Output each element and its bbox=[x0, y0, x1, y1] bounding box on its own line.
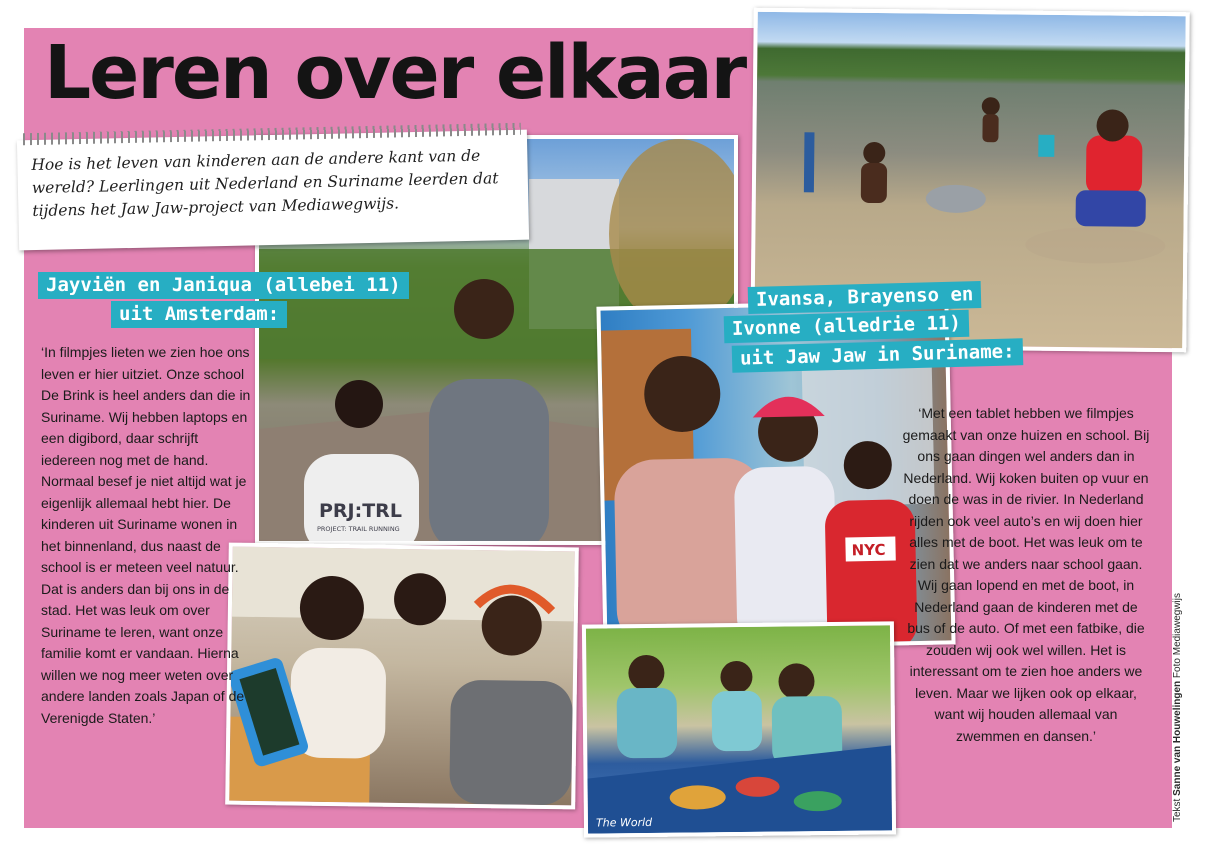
left-label-line2: uit Amsterdam: bbox=[111, 301, 287, 328]
credit-photo-source: Mediawegwijs bbox=[1172, 593, 1183, 656]
shirt-print-text: PRJ:TRL bbox=[319, 500, 402, 522]
photo-world-map bbox=[582, 621, 896, 837]
photo-classroom-tablet bbox=[225, 543, 579, 810]
left-label-line1: Jayviën en Janiqua (allebei 11) bbox=[38, 272, 409, 299]
map-caption: The World bbox=[595, 815, 653, 830]
intro-notepad-card bbox=[17, 130, 529, 251]
intro-text: Hoe is het leven van kinderen aan de andere kant van de wereld? Leerlingen uit Nederland en Suriname leerden dat tijdens het Jaw Jaw-project van Mediawegwijs. bbox=[31, 146, 499, 221]
right-label-line1: Ivansa, Brayenso en bbox=[748, 281, 982, 314]
shirt-sub-text: PROJECT: TRAIL RUNNING bbox=[317, 525, 400, 533]
right-label-line3: uit Jaw Jaw in Suriname: bbox=[732, 338, 1023, 373]
credit-label-foto: Foto bbox=[1172, 658, 1183, 679]
credit-author: Sanne van Houwelingen bbox=[1172, 680, 1183, 796]
photo-credit bbox=[1172, 593, 1183, 822]
page-title: Leren over elkaar bbox=[44, 30, 746, 116]
right-quote-text: ‘Met een tablet hebben we filmpjes gemaakt van onze huizen en school. Bij ons gaan dingen wel anders dan in Nederland. Wij koken buiten op vuur en doen de was in de rivier. In Nederland rijden ook veel auto’s en wij doen hier alles met de boot. Het was leuk om te zien dat we anders naar school gaan. Wij gaan lopend en met de boot, in Nederland gaan de kinderen met de bus of de auto. Of met een fatbike, die zouden wij ook wel willen. Het is interessant om te zien hoe anders we leven. Maar we lijken ook op elkaar, want wij houden allemaal van zwemmen en dansen.’ bbox=[902, 405, 1150, 744]
credit-label-tekst: Tekst bbox=[1172, 798, 1183, 822]
shirt-nyc-text: NYC bbox=[851, 540, 886, 560]
right-label-line2: Ivonne (alledrie 11) bbox=[724, 310, 969, 343]
left-quote-text: ‘In filmpjes lieten we zien hoe ons leven er hier uitziet. Onze school De Brink is heel anders dan die in Suriname. Wij hebben laptops en een digibord, daar schrijft iedereen nog met de hand. Normaal besef je niet altijd wat je eigenlijk allemaal hebt hier. De kinderen uit Suriname wonen in het binnenland, dus naast de school is er meteen veel natuur. Dat is anders dan bij ons in de stad. Het was leuk om over Suriname te leren, want onze familie komt er vandaan. Hierna willen we nog meer weten over andere landen zoals Japan of de Verenigde Staten.’ bbox=[41, 344, 251, 726]
